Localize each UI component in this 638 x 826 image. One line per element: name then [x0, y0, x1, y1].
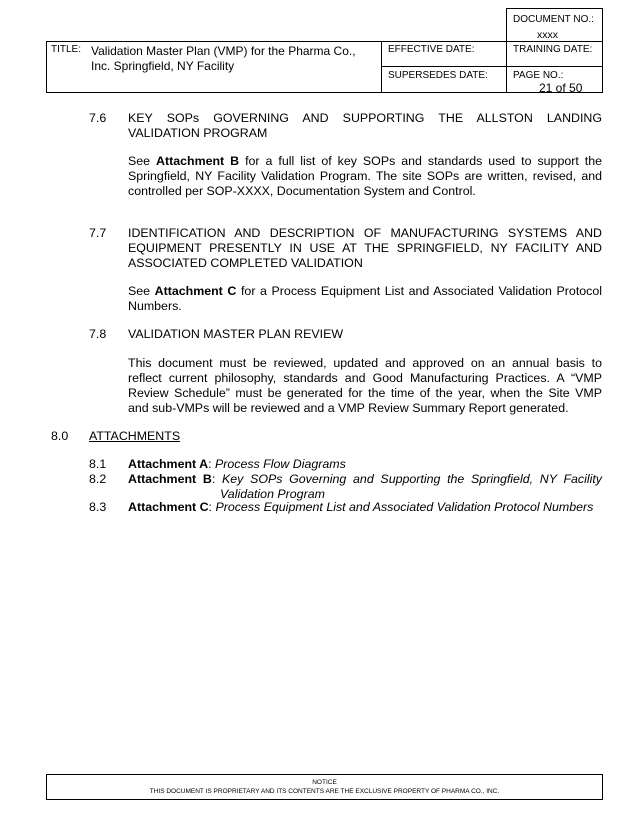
section-number-7-7: 7.7 — [89, 226, 107, 240]
section-paragraph-7-7-line-2: Numbers. — [128, 299, 182, 313]
attachment-separator: : — [208, 457, 215, 471]
section-heading-7-7-line-3: ASSOCIATED COMPLETED VALIDATION — [128, 256, 363, 270]
section-number-8-0: 8.0 — [51, 429, 69, 443]
attachment-label: Attachment B — [128, 472, 212, 486]
training-date-label: TRAINING DATE: — [513, 44, 593, 55]
paragraph-text: for a Process Equipment List and Associated Validation Protocol — [236, 284, 602, 298]
section-heading-7-8: VALIDATION MASTER PLAN REVIEW — [128, 327, 344, 341]
attachment-title: Process Flow Diagrams — [214, 457, 346, 471]
attachment-number-8-1: 8.1 — [89, 457, 107, 471]
supersedes-date-cell — [381, 66, 507, 93]
section-paragraph-7-8-line-1: This document must be reviewed, updated and approved on an annual basis to — [128, 356, 602, 370]
section-paragraph-7-7-line-1 — [128, 284, 602, 299]
attachment-number-8-3: 8.3 — [89, 500, 107, 514]
training-date-cell — [506, 41, 603, 67]
attachment-label: Attachment A — [128, 457, 209, 471]
attachment-label: Attachment C — [128, 500, 209, 514]
page-no-cell — [506, 66, 603, 93]
page-no-value: 21 of 50 — [539, 81, 583, 95]
attachment-item-8-2-line-2: Validation Program — [220, 487, 325, 501]
section-heading-7-6-line-1: KEY SOPs GOVERNING AND SUPPORTING THE ALLSTON LANDING — [128, 111, 602, 125]
effective-date-cell — [381, 41, 507, 67]
section-number-7-8: 7.8 — [89, 327, 107, 341]
document-no-cell — [506, 8, 603, 42]
document-no-value: xxxx — [537, 29, 558, 41]
section-paragraph-7-8-line-4: and sub-VMPs will be reviewed and a VMP Review Summary Report generated. — [128, 401, 569, 415]
attachment-title: Process Equipment List and Associated Validation Protocol Numbers — [215, 500, 594, 514]
notice-text: THIS DOCUMENT IS PROPRIETARY AND ITS CONTENTS ARE THE EXCLUSIVE PROPERTY OF PHARMA CO., INC. — [149, 788, 500, 795]
section-heading-8-0: ATTACHMENTS — [89, 429, 181, 443]
section-heading-7-7-line-1: IDENTIFICATION AND DESCRIPTION OF MANUFACTURING SYSTEMS AND — [128, 226, 602, 240]
title-line-1: Validation Master Plan (VMP) for the Pharma Co., — [91, 44, 356, 58]
section-heading-7-7-line-2: EQUIPMENT PRESENTLY IN USE AT THE SPRINGFIELD, NY FACILITY AND — [128, 241, 602, 255]
proprietary-notice-footer — [46, 774, 603, 800]
section-paragraph-7-6-line-3: controlled per SOP-XXXX, Documentation System and Control. — [128, 184, 476, 198]
attachment-c-reference: Attachment C — [154, 284, 237, 298]
attachment-item-8-3 — [128, 500, 602, 515]
section-paragraph-7-8-line-3: Review Schedule” must be generated for the time of the year, when the Site VMP — [128, 386, 602, 400]
title-line-2: Inc. Springfield, NY Facility — [91, 59, 235, 73]
attachment-separator: : — [211, 472, 222, 486]
paragraph-prefix: See — [128, 154, 157, 168]
attachment-item-8-2 — [128, 472, 602, 487]
page-no-label: PAGE NO.: — [513, 70, 564, 81]
attachment-title: Key SOPs Governing and Supporting the Springfield, NY Facility — [222, 472, 603, 486]
notice-heading: NOTICE — [312, 779, 337, 786]
paragraph-prefix: See — [128, 284, 155, 298]
attachment-number-8-2: 8.2 — [89, 472, 107, 486]
paragraph-text: for a full list of key SOPs and standards used to support the — [239, 154, 602, 168]
effective-date-label: EFFECTIVE DATE: — [388, 44, 475, 55]
section-paragraph-7-8-line-2: reflect current philosophy, standards and Good Manufacturing Practices. A “VMP — [128, 371, 602, 385]
supersedes-date-label: SUPERSEDES DATE: — [388, 70, 488, 81]
section-paragraph-7-6-line-2: Springfield, NY Facility Validation Program. The site SOPs are written, revised, and — [128, 169, 602, 183]
title-cell — [46, 41, 382, 93]
section-number-7-6: 7.6 — [89, 111, 107, 125]
attachment-b-reference: Attachment B — [156, 154, 240, 168]
section-paragraph-7-6-line-1 — [128, 154, 602, 169]
title-label: TITLE: — [51, 44, 82, 55]
section-heading-7-6-line-2: VALIDATION PROGRAM — [128, 126, 268, 140]
attachment-separator: : — [208, 500, 216, 514]
attachment-item-8-1 — [128, 457, 602, 472]
document-no-label: DOCUMENT NO.: — [513, 14, 594, 25]
